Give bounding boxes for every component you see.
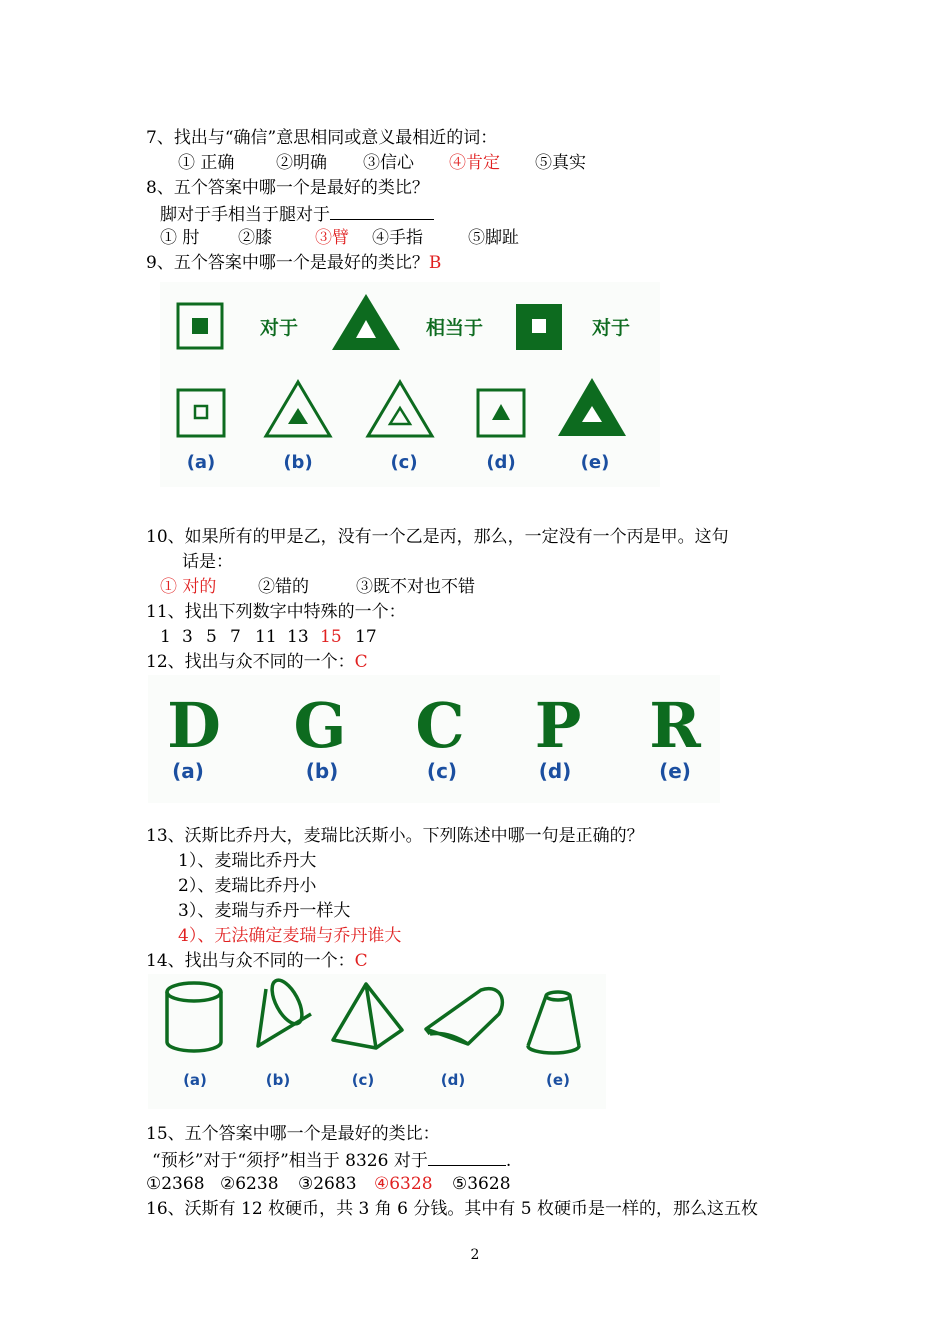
q15-option-5: ⑤3628	[452, 1174, 511, 1194]
q15-option-2: ②6238	[220, 1174, 279, 1194]
q13-stem: 13、沃斯比乔丹大，麦瑞比沃斯小。下列陈述中哪一句是正确的？	[146, 826, 644, 846]
q11-stem: 11、找出下列数字中特殊的一个：	[146, 602, 406, 622]
q12-label-e: (e)	[659, 759, 691, 783]
q12-stem-text: 12、找出与众不同的一个：	[146, 652, 355, 672]
q13-option-2: 2）、麦瑞比乔丹小	[178, 876, 317, 896]
q11-number: 7	[230, 627, 241, 647]
q9-answer: B	[428, 253, 442, 273]
q13-option-1: 1）、麦瑞比乔丹大	[178, 851, 317, 871]
q7-option-4-answer: ④肯定	[449, 153, 500, 173]
q14-label-e: (e)	[546, 1071, 570, 1089]
q14-label-d: (d)	[440, 1071, 466, 1089]
q8-line2	[160, 201, 434, 227]
q14-stem	[146, 949, 368, 973]
q10-option-1-answer: ① 对的	[160, 577, 217, 597]
q9-stem-text: 9、五个答案中哪一个是最好的类比？	[146, 253, 429, 273]
q12-letter-b: G	[293, 689, 347, 762]
q8-option-1: ① 肘	[160, 228, 200, 248]
q7-option-2: ②明确	[276, 153, 327, 173]
q14-label-c: (c)	[351, 1071, 375, 1089]
q9-label-a: (a)	[186, 452, 216, 473]
q8-line2-text: 脚对于手相当于腿对于	[160, 205, 330, 225]
q10-stem: 10、如果所有的甲是乙，没有一个乙是丙，那么，一定没有一个丙是甲。这句	[146, 527, 729, 547]
q12-label-c: (c)	[426, 759, 458, 783]
q10-stem-2: 话是：	[182, 552, 233, 572]
q9-word-2: 相当于	[426, 317, 484, 339]
q11-number-answer: 15	[320, 627, 342, 647]
q14-label-b: (b)	[265, 1071, 291, 1089]
q9-analogy-figure	[160, 282, 660, 487]
q12-label-d: (d)	[538, 759, 572, 783]
q12-letter-d: P	[534, 689, 582, 762]
q9-label-d: (d)	[486, 452, 516, 473]
q11-number: 17	[355, 627, 377, 647]
page-number: 2	[470, 1247, 480, 1263]
q7-option-3: ③信心	[363, 153, 414, 173]
q9-stem	[146, 251, 441, 275]
answer-blank	[330, 201, 434, 220]
q15-line2	[152, 1147, 511, 1173]
q9-label-b: (b)	[283, 452, 313, 473]
q14-label-a: (a)	[183, 1071, 207, 1089]
q15-line2-end: .	[505, 1151, 512, 1171]
q14-answer: C	[354, 951, 368, 971]
q11-number: 5	[206, 627, 217, 647]
q9-label-c: (c)	[390, 452, 418, 473]
q7-option-5: ⑤真实	[535, 153, 586, 173]
q14-solids-figure	[148, 974, 606, 1109]
q10-option-2: ②错的	[258, 577, 309, 597]
q9-label-e: (e)	[580, 452, 610, 473]
q11-number: 3	[182, 627, 193, 647]
q8-option-3-answer: ③臂	[315, 228, 349, 248]
q13-option-3: 3）、麦瑞与乔丹一样大	[178, 901, 351, 921]
q11-number: 13	[287, 627, 309, 647]
q15-line2-text: “预杉”对于“须抒”相当于 8326 对于	[152, 1151, 428, 1171]
q13-option-4-answer: 4）、无法确定麦瑞与乔丹谁大	[178, 926, 402, 946]
answer-blank	[428, 1147, 506, 1166]
q12-answer: C	[354, 652, 368, 672]
q12-stem	[146, 650, 368, 674]
q7-stem: 7、找出与“确信”意思相同或意义最相近的词：	[146, 128, 498, 148]
q12-label-a: (a)	[172, 759, 204, 783]
filled-square-with-hole-icon	[516, 304, 562, 350]
q12-letter-e: R	[649, 689, 701, 762]
q12-letter-c: C	[415, 689, 465, 762]
q8-option-4: ④手指	[372, 228, 423, 248]
q15-stem: 15、五个答案中哪一个是最好的类比：	[146, 1124, 440, 1144]
q15-option-4-answer: ④6328	[374, 1174, 433, 1194]
q12-letter-a: D	[167, 689, 221, 762]
q11-number: 11	[255, 627, 277, 647]
q10-option-3: ③既不对也不错	[356, 577, 475, 597]
q15-option-3: ③2683	[298, 1174, 357, 1194]
q8-option-5: ⑤脚趾	[468, 228, 519, 248]
q12-label-b: (b)	[305, 759, 339, 783]
q9-word-3: 对于	[592, 317, 631, 339]
q15-option-1: ①2368	[146, 1174, 205, 1194]
q8-stem: 8、五个答案中哪一个是最好的类比？	[146, 178, 429, 198]
q12-letters-figure	[148, 675, 720, 803]
q8-option-2: ②膝	[238, 228, 272, 248]
q16-stem: 16、沃斯有 12 枚硬币，共 3 角 6 分钱。其中有 5 枚硬币是一样的，那么这五枚	[146, 1199, 758, 1219]
q7-option-1: ① 正确	[178, 153, 235, 173]
q14-stem-text: 14、找出与众不同的一个：	[146, 951, 355, 971]
q11-number: 1	[160, 627, 171, 647]
q9-word-1: 对于	[260, 317, 299, 339]
